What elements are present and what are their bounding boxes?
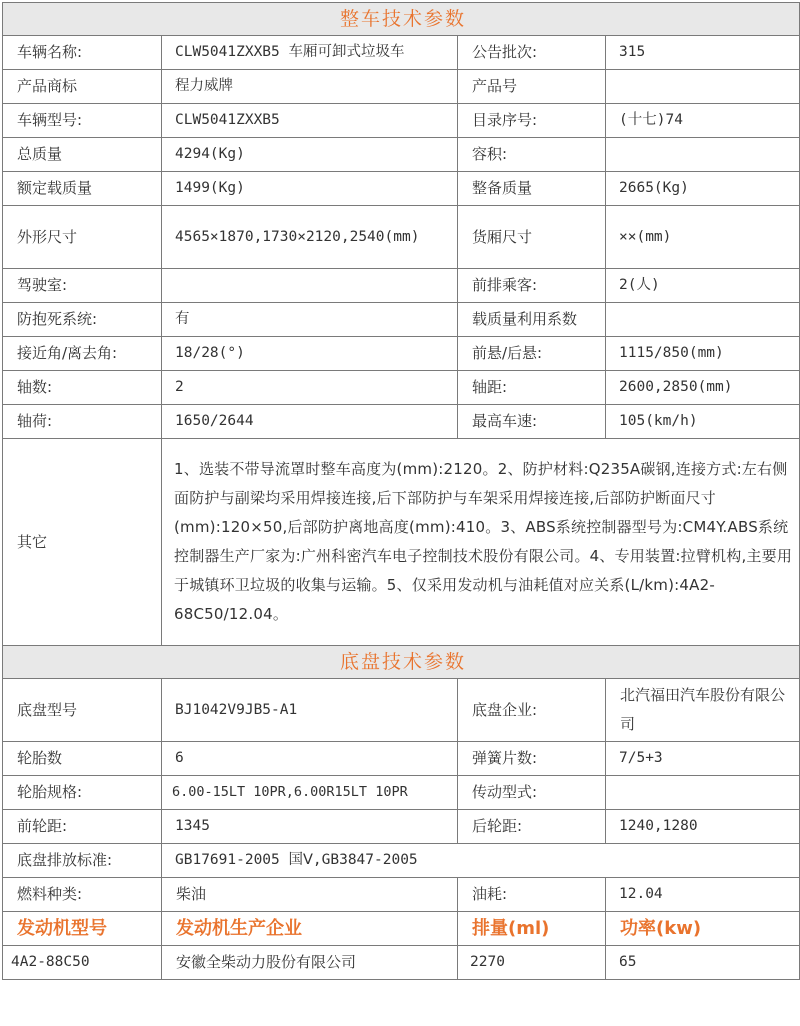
spec-value: 2(人) <box>606 269 800 303</box>
spec-value: 18/28(°) <box>162 337 458 371</box>
spec-label: 产品号 <box>458 70 606 104</box>
section-header-vehicle <box>3 3 800 36</box>
spec-value: 1345 <box>162 810 458 844</box>
table-row <box>3 36 800 70</box>
engine-maker: 安徽全柴动力股份有限公司 <box>162 946 458 980</box>
spec-value <box>606 138 800 172</box>
engine-displacement: 2270 <box>458 946 606 980</box>
table-row <box>3 844 800 878</box>
other-notes: 1、选装不带导流罩时整车高度为(mm):2120。2、防护材料:Q235A碳钢,连接方式:左右侧面防护与副梁均采用焊接连接,后下部防护与车架采用焊接连接,后部防护断面尺寸(mm):120×50,后部防护离地高度(mm):410。3、ABS系统控制器型号为:CM4Y.ABS系统控制器生产厂家为:广州科密汽车电子控制技术股份有限公司。4、专用装置:拉臂机构,主要用于城镇环卫垃圾的收集与运输。5、仅采用发动机与油耗值对应关系(L/km):4A2-68C50/12.04。 <box>162 439 800 646</box>
spec-label: 轴荷: <box>3 405 162 439</box>
spec-value: CLW5041ZXXB5 车厢可卸式垃圾车 <box>162 36 458 70</box>
spec-value: 315 <box>606 36 800 70</box>
engine-row <box>3 946 800 980</box>
spec-value: GB17691-2005 国Ⅴ,GB3847-2005 <box>162 844 800 878</box>
spec-label: 额定载质量 <box>3 172 162 206</box>
spec-value: 1115/850(mm) <box>606 337 800 371</box>
spec-label: 底盘型号 <box>3 679 162 742</box>
spec-label: 轴距: <box>458 371 606 405</box>
section-title: 底盘技术参数 <box>3 646 800 679</box>
spec-label: 弹簧片数: <box>458 742 606 776</box>
table-row <box>3 303 800 337</box>
spec-value: 4565×1870,1730×2120,2540(mm) <box>162 206 458 269</box>
spec-label: 底盘企业: <box>458 679 606 742</box>
engine-header: 功率(kw) <box>606 912 800 946</box>
spec-label: 轴数: <box>3 371 162 405</box>
table-row <box>3 104 800 138</box>
spec-value <box>606 776 800 810</box>
engine-model: 4A2-88C50 <box>3 946 162 980</box>
spec-label: 前排乘客: <box>458 269 606 303</box>
spec-value <box>162 269 458 303</box>
spec-value: 12.04 <box>606 878 800 912</box>
other-label: 其它 <box>3 439 162 646</box>
spec-value: 4294(Kg) <box>162 138 458 172</box>
spec-label: 接近角/离去角: <box>3 337 162 371</box>
spec-label: 公告批次: <box>458 36 606 70</box>
table-row <box>3 742 800 776</box>
table-row-other <box>3 439 800 646</box>
table-row <box>3 269 800 303</box>
table-row <box>3 878 800 912</box>
table-row <box>3 405 800 439</box>
spec-label: 燃料种类: <box>3 878 162 912</box>
spec-label: 最高车速: <box>458 405 606 439</box>
spec-table <box>2 2 800 980</box>
table-row <box>3 206 800 269</box>
spec-value: 2600,2850(mm) <box>606 371 800 405</box>
spec-value: BJ1042V9JB5-A1 <box>162 679 458 742</box>
spec-label: 载质量利用系数 <box>458 303 606 337</box>
spec-label: 目录序号: <box>458 104 606 138</box>
spec-label: 底盘排放标准: <box>3 844 162 878</box>
table-row <box>3 337 800 371</box>
spec-label: 整备质量 <box>458 172 606 206</box>
spec-value: 2665(Kg) <box>606 172 800 206</box>
engine-header-row <box>3 912 800 946</box>
spec-value <box>606 70 800 104</box>
table-row <box>3 371 800 405</box>
spec-label: 后轮距: <box>458 810 606 844</box>
spec-label: 前轮距: <box>3 810 162 844</box>
spec-label: 车辆型号: <box>3 104 162 138</box>
spec-label: 防抱死系统: <box>3 303 162 337</box>
table-row <box>3 810 800 844</box>
engine-power: 65 <box>606 946 800 980</box>
spec-value: 北汽福田汽车股份有限公司 <box>606 679 800 742</box>
spec-value: 柴油 <box>162 878 458 912</box>
table-row <box>3 172 800 206</box>
spec-value: 6 <box>162 742 458 776</box>
spec-label: 油耗: <box>458 878 606 912</box>
spec-value: 1650/2644 <box>162 405 458 439</box>
spec-value: 7/5+3 <box>606 742 800 776</box>
engine-header: 发动机生产企业 <box>162 912 458 946</box>
spec-label: 轮胎规格: <box>3 776 162 810</box>
spec-value: 6.00-15LT 10PR,6.00R15LT 10PR <box>162 776 458 810</box>
engine-header: 排量(ml) <box>458 912 606 946</box>
spec-value: ××(mm) <box>606 206 800 269</box>
section-title: 整车技术参数 <box>3 3 800 36</box>
spec-label: 轮胎数 <box>3 742 162 776</box>
spec-label: 产品商标 <box>3 70 162 104</box>
spec-value: (十七)74 <box>606 104 800 138</box>
spec-value: 程力威牌 <box>162 70 458 104</box>
table-row <box>3 776 800 810</box>
spec-label: 车辆名称: <box>3 36 162 70</box>
spec-label: 外形尺寸 <box>3 206 162 269</box>
table-row <box>3 70 800 104</box>
spec-value: 1240,1280 <box>606 810 800 844</box>
spec-value: 1499(Kg) <box>162 172 458 206</box>
engine-header: 发动机型号 <box>3 912 162 946</box>
spec-label: 货厢尺寸 <box>458 206 606 269</box>
spec-value <box>606 303 800 337</box>
spec-value: 105(km/h) <box>606 405 800 439</box>
spec-label: 容积: <box>458 138 606 172</box>
section-header-chassis <box>3 646 800 679</box>
table-row <box>3 138 800 172</box>
spec-label: 驾驶室: <box>3 269 162 303</box>
spec-label: 传动型式: <box>458 776 606 810</box>
spec-label: 总质量 <box>3 138 162 172</box>
spec-value: CLW5041ZXXB5 <box>162 104 458 138</box>
spec-value: 2 <box>162 371 458 405</box>
spec-label: 前悬/后悬: <box>458 337 606 371</box>
table-row <box>3 679 800 742</box>
spec-value: 有 <box>162 303 458 337</box>
